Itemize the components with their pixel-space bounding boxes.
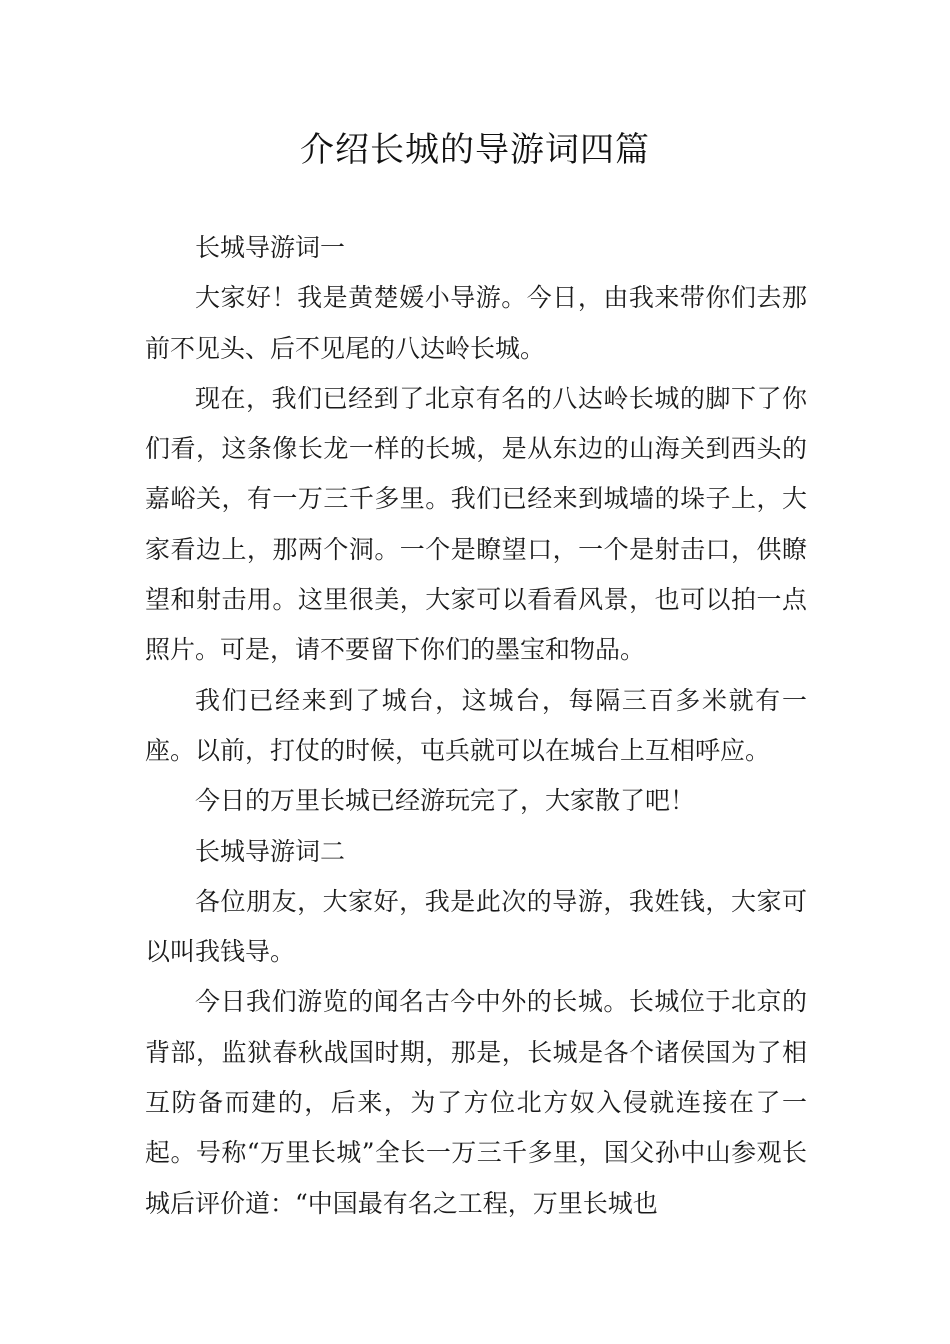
- section-heading-2: 长城导游词二: [195, 836, 346, 866]
- paragraph: 现在，我们已经到了北京有名的八达岭长城的脚下了你们看，这条像长龙一样的长城，是从东边的山海关到西头的嘉峪关，有一万三千多里。我们已经来到城墙的垛子上，大家看边上，那两个洞。一个是瞭望口，一个是射击口，供瞭望和射击用。这里很美，大家可以看看风景，也可以拍一点照片。可是，请不要留下你们的墨宝和物品。: [145, 383, 807, 665]
- paragraph: 今日的万里长城已经游玩完了，大家散了吧！: [195, 786, 696, 816]
- document-title: 介绍长城的导游词四篇: [300, 130, 650, 170]
- paragraph: 大家好！我是黄楚媛小导游。今日，由我来带你们去那前不见头、后不见尾的八达岭长城。: [145, 283, 807, 363]
- paragraph: 各位朋友，大家好，我是此次的导游，我姓钱，大家可以叫我钱导。: [145, 886, 807, 967]
- paragraph: 今日我们游览的闻名古今中外的长城。长城位于北京的背部，监狱春秋战国时期，那是，长城是各个诸侯国为了相互防备而建的，后来，为了方位北方奴入侵就连接在了一起。号称“万里长城”全长一万三千多里，国父孙中山参观长城后评价道：“中国最有名之工程，万里长城也: [145, 987, 807, 1218]
- section-heading-1: 长城导游词一: [195, 233, 346, 262]
- document-body: [145, 223, 807, 1229]
- paragraph: 我们已经来到了城台，这城台，每隔三百多米就有一座。以前，打仗的时候，屯兵就可以在城台上互相呼应。: [145, 685, 807, 765]
